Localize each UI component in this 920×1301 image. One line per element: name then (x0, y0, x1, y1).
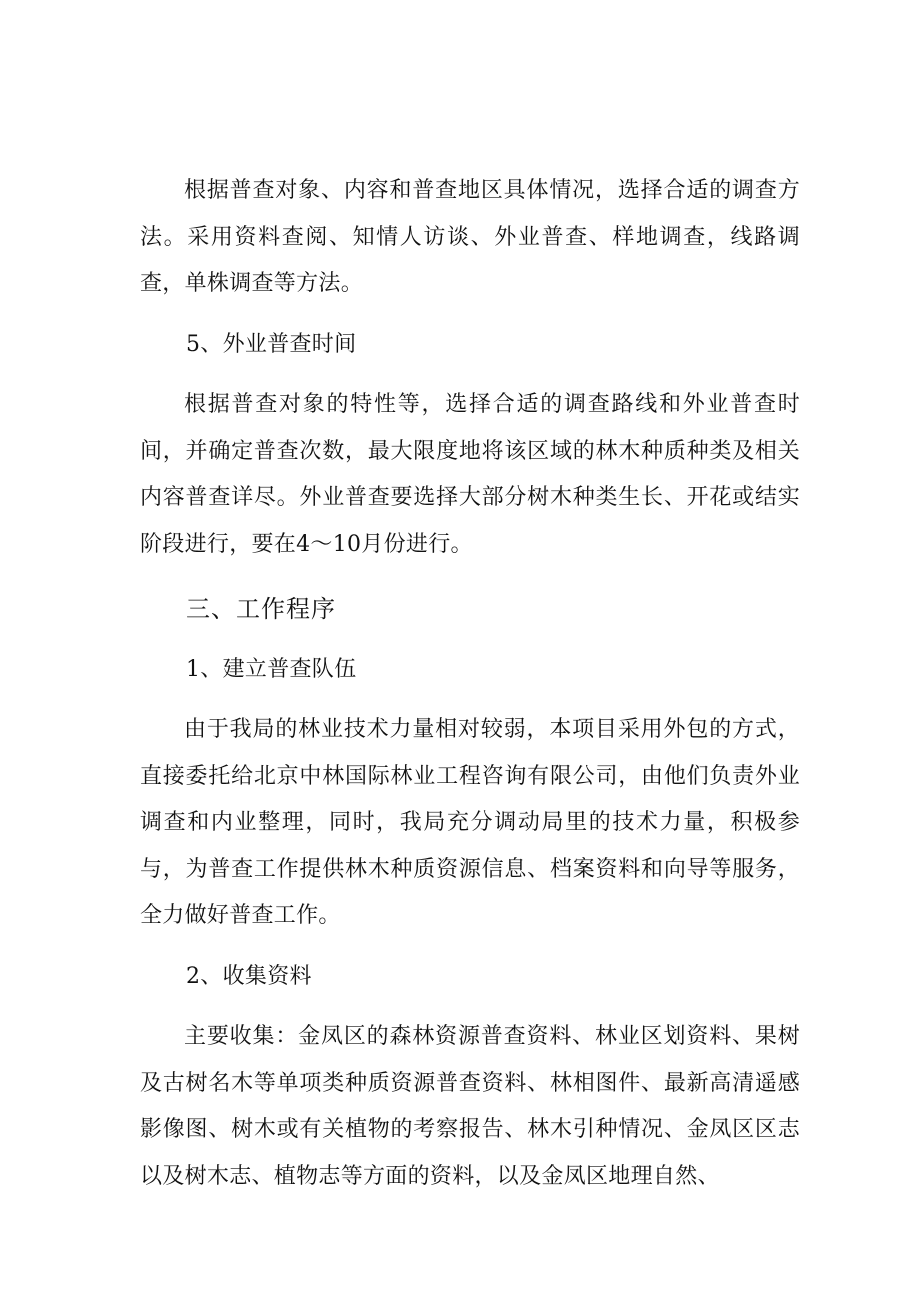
spacer (140, 368, 800, 382)
spacer (140, 940, 800, 954)
section-heading-work-procedure: 三、工作程序 (186, 595, 336, 623)
document-body (140, 168, 800, 1200)
paragraph-survey-method: 根据普查对象、内容和普查地区具体情况，选择合适的调查方法。采用资料查阅、知情人访谈、外业普查、样地调查，线路调查，单株调查等方法。 (140, 178, 800, 296)
subheading-collect-materials: 2、收集资料 (186, 963, 312, 989)
paragraph-build-team: 由于我局的林业技术力量相对较弱，本项目采用外包的方式，直接委托给北京中林国际林业工程咨询有限公司，由他们负责外业调查和内业整理，同时，我局充分调动局里的技术力量，积极参与，为普查工作提供林木种质资源信息、档案资料和向导等服务，全力做好普查工作。 (140, 717, 800, 928)
spacer (140, 568, 800, 586)
spacer (140, 1000, 800, 1014)
subheading-fieldwork-time: 5、外业普查时间 (186, 331, 357, 357)
paragraph-collect-materials: 主要收集：金凤区的森林资源普查资料、林业区划资料、果树及古树名木等单项类种质资源普查资料、林相图件、最新高清遥感影像图、树木或有关植物的考察报告、林木引种情况、金凤区区志以及树木志、植物志等方面的资料，以及金凤区地理自然、 (140, 1024, 800, 1189)
spacer (140, 693, 800, 707)
paragraph-fieldwork-time: 根据普查对象的特性等，选择合适的调查路线和外业普查时间，并确定普查次数，最大限度地将该区域的林木种质种类及相关内容普查详尽。外业普查要选择大部分树木种类生长、开花或结实阶段进行，要在4～10月份进行。 (140, 392, 800, 557)
spacer (140, 308, 800, 322)
subheading-build-team: 1、建立普查队伍 (186, 656, 357, 682)
spacer (140, 633, 800, 647)
